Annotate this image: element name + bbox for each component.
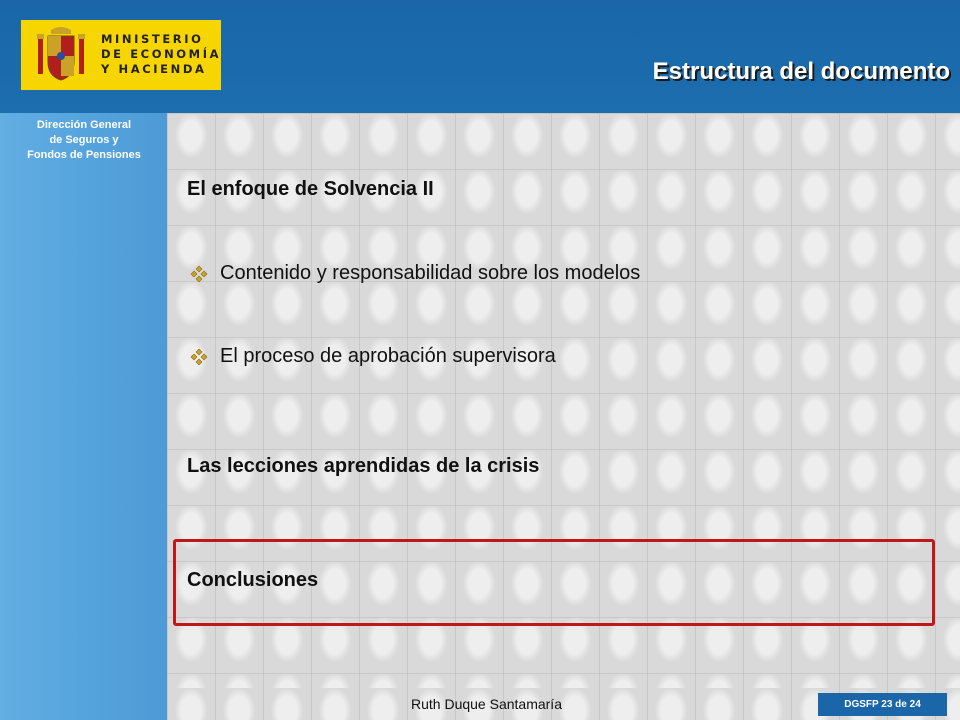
bullet-text: Contenido y responsabilidad sobre los modelos (220, 262, 641, 284)
org-line-1: Dirección General (36, 119, 132, 131)
organization-name (8, 118, 160, 163)
bullet-text: El proceso de aprobación supervisora (220, 345, 556, 367)
section-heading-lessons: Las lecciones aprendidas de la crisis (187, 455, 540, 477)
diamond-bullet-icon (190, 348, 208, 366)
author-name: Ruth Duque Santamaría (411, 696, 562, 712)
sidebar (0, 113, 167, 720)
page-number: DGSFP 23 de 24 (818, 693, 947, 716)
ministry-line-3: Y HACIENDA (101, 62, 207, 76)
slide-title: Estructura del documento (652, 58, 950, 85)
coat-of-arms-icon (35, 26, 87, 84)
org-line-3: Fondos de Pensiones (27, 149, 141, 161)
ministry-logo (21, 20, 221, 90)
ministry-name (101, 32, 221, 77)
ministry-line-1: MINISTERIO (101, 32, 204, 46)
section-heading-solvency: El enfoque de Solvencia II (187, 178, 434, 200)
ministry-line-2: DE ECONOMÍA (101, 47, 222, 61)
diamond-bullet-icon (190, 265, 208, 283)
org-line-2: de Seguros y (49, 134, 119, 146)
section-heading-conclusions: Conclusiones (187, 569, 319, 591)
